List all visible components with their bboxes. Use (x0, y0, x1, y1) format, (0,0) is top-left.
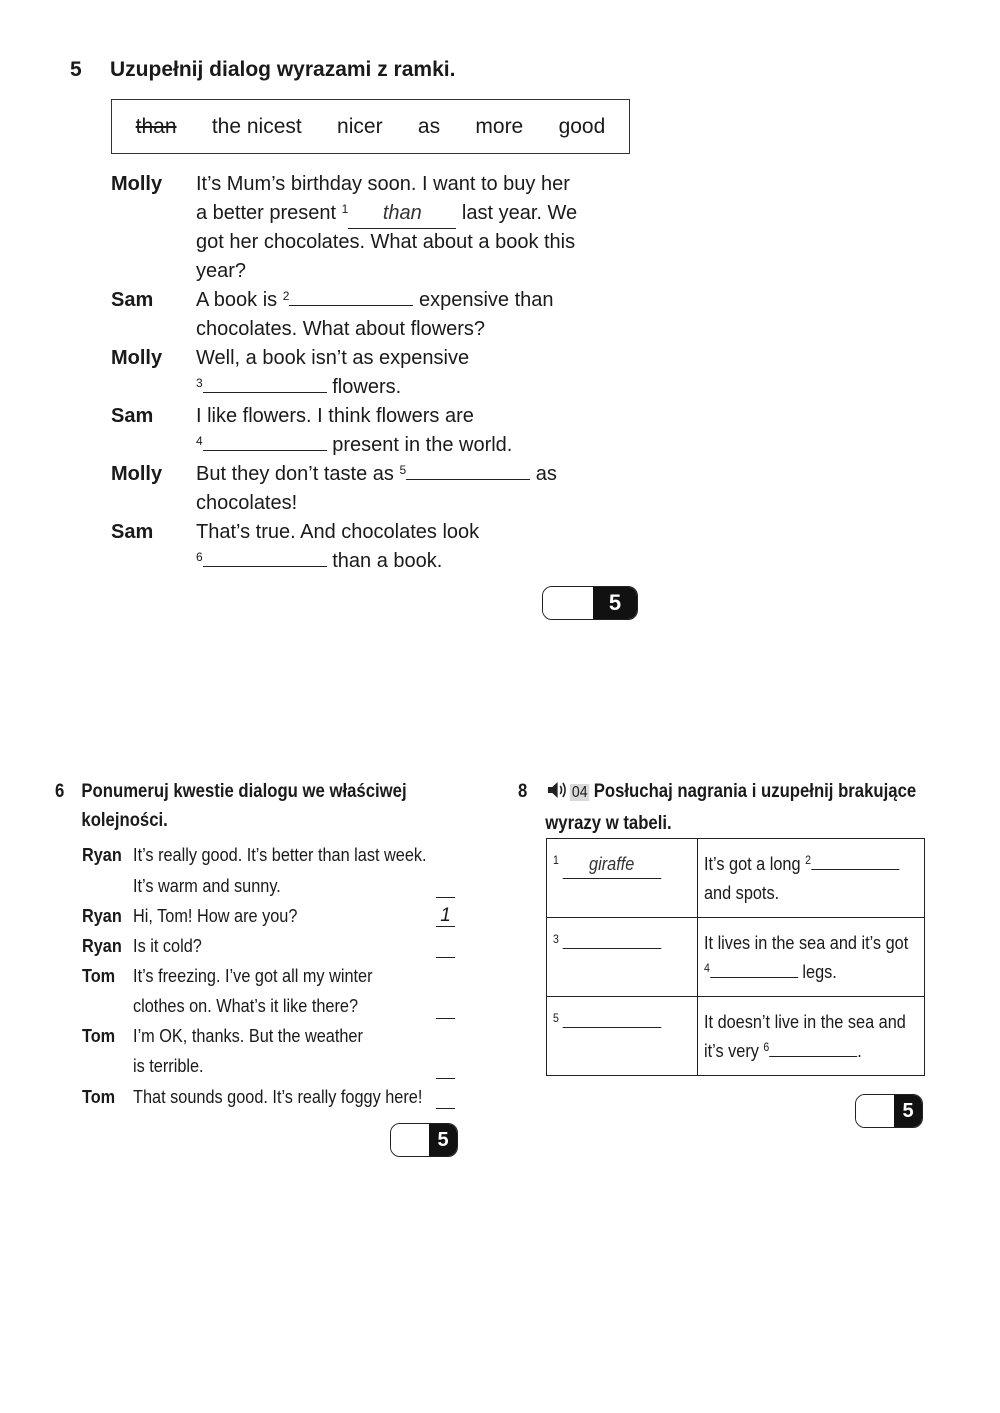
dialogue-line: year? (196, 260, 247, 282)
table-cell (698, 839, 925, 918)
cell-text: it’s very (704, 1040, 759, 1061)
gap-2-field[interactable] (289, 287, 413, 306)
animals-table (546, 838, 925, 1076)
score-max: 5 (894, 1095, 922, 1127)
cell-content (553, 928, 661, 957)
exercise-number: 5 (70, 58, 82, 81)
dialogue-text: That sounds good. It’s really foggy here! (133, 1086, 423, 1107)
gap-number: 2 (805, 853, 811, 867)
dialogue-line (82, 931, 202, 961)
gap-3-field[interactable] (203, 374, 327, 393)
gap-number: 6 (763, 1040, 770, 1054)
speaker-name: Ryan (82, 935, 122, 956)
order-answer-field[interactable] (436, 998, 455, 1019)
dialogue-text: present in the world. (332, 434, 513, 456)
order-answer-field[interactable] (436, 1088, 455, 1109)
cell-text: . (857, 1040, 862, 1061)
order-answer-field[interactable]: 1 (436, 906, 455, 927)
speaker-name: Molly (111, 463, 163, 485)
dialogue-text: But they don’t taste as (196, 463, 394, 485)
dialogue-line: Well, a book isn’t as expensive (196, 347, 470, 369)
dialogue-text: than a book. (332, 550, 443, 572)
exercise-8-title (518, 777, 932, 838)
dialogue-text: is terrible. (133, 1055, 204, 1076)
answer-field[interactable] (769, 1040, 857, 1057)
dialogue-text: It’s really good. It’s better than last week. (133, 844, 427, 865)
speaker-name: Sam (111, 405, 154, 427)
speaker-name: Ryan (82, 905, 122, 926)
speaker-name: Sam (111, 521, 154, 543)
exercise-5-title (70, 58, 455, 82)
exercise-6-title (55, 777, 416, 835)
gap-number: 4 (196, 434, 203, 448)
dialogue-line: got her chocolates. What about a book this (196, 231, 576, 253)
word-box-item: than (135, 114, 177, 138)
order-answer-field[interactable] (436, 1058, 455, 1079)
exercise-instruction: kolejności. (81, 810, 168, 831)
dialogue-line (196, 286, 554, 315)
speaker-name: Ryan (82, 844, 122, 865)
dialogue-line (196, 431, 512, 460)
dialogue-text: a better present (196, 202, 337, 224)
gap-number: 5 (399, 463, 407, 477)
score-box (390, 1123, 458, 1157)
exercise-number: 8 (518, 781, 528, 802)
dialogue-text: It’s warm and sunny. (133, 875, 281, 896)
dialogue-text: expensive than (418, 289, 554, 311)
gap-number: 6 (196, 550, 203, 564)
cell-text: It’s got a long (704, 853, 801, 874)
exercise-instruction: Ponumeruj kwestie dialogu we właściwej (81, 781, 407, 802)
speaker-name: Molly (111, 347, 163, 369)
score-field[interactable] (391, 1124, 429, 1156)
dialogue-line (82, 1021, 363, 1051)
dialogue-line (82, 961, 373, 991)
speaker-name: Sam (111, 289, 154, 311)
gap-4-field[interactable] (203, 432, 327, 451)
score-max: 5 (429, 1124, 457, 1156)
table-cell (547, 839, 698, 918)
speaker-name: Tom (82, 1025, 116, 1046)
table-cell (698, 997, 925, 1076)
dialogue-line (82, 1082, 422, 1112)
dialogue-line: That’s true. And chocolates look (196, 521, 480, 543)
word-box-item: as (417, 114, 441, 138)
cell-text: It lives in the sea and it’s got (704, 932, 909, 953)
dialogue-line (196, 373, 401, 402)
table-row (547, 997, 925, 1076)
dialogue-text: It’s freezing. I’ve got all my winter (133, 965, 373, 986)
score-max: 5 (593, 587, 637, 619)
answer-field[interactable] (562, 849, 661, 879)
dialogue-text: A book is (196, 289, 278, 311)
cell-content (553, 849, 661, 879)
order-answer-field[interactable] (436, 937, 455, 958)
gap-number: 4 (704, 961, 710, 975)
answer-field[interactable] (562, 1011, 661, 1028)
score-box (542, 586, 638, 620)
gap-1-field[interactable] (348, 199, 456, 229)
dialogue-text: last year. We (461, 202, 578, 224)
dialogue-line (82, 840, 427, 870)
word-box-item: nicer (337, 114, 383, 138)
dialogue-line: chocolates! (196, 492, 298, 514)
score-field[interactable] (543, 587, 593, 619)
gap-number: 3 (196, 376, 203, 390)
score-box (855, 1094, 923, 1128)
dialogue-line (196, 460, 557, 489)
table-row (547, 918, 925, 997)
exercise-instruction: wyrazy w tabeli. (545, 813, 672, 834)
word-box-item: more (475, 114, 524, 138)
track-number: 04 (571, 784, 588, 801)
speaker-name: Molly (111, 173, 163, 195)
example-answer: than (382, 202, 422, 224)
dialogue-text: clothes on. What’s it like there? (133, 995, 359, 1016)
gap-number: 1 (553, 853, 559, 867)
dialogue-text: Hi, Tom! How are you? (133, 905, 298, 926)
dialogue-line: chocolates. What about flowers? (196, 318, 486, 340)
cell-content (704, 1007, 906, 1065)
gap-6-field[interactable] (203, 548, 327, 567)
word-box-item: the nicest (211, 114, 302, 138)
cell-text: It doesn’t live in the sea and (704, 1011, 906, 1032)
word-box (111, 99, 630, 154)
speaker-name: Tom (82, 965, 116, 986)
gap-number: 2 (282, 289, 290, 303)
speaker-icon[interactable] (547, 780, 570, 809)
example-answer: giraffe (589, 853, 635, 874)
dialogue-text: I’m OK, thanks. But the weather (133, 1025, 363, 1046)
dialogue-text: flowers. (332, 376, 402, 398)
exercise-instruction: Posłuchaj nagrania i uzupełnij brakujące (593, 781, 917, 802)
table-cell (547, 997, 698, 1076)
answer-field[interactable] (710, 961, 798, 978)
gap-number: 1 (341, 202, 349, 216)
order-answer-field[interactable] (436, 877, 455, 898)
cell-text: and spots. (704, 882, 780, 903)
cell-content (553, 1007, 661, 1036)
cell-content (704, 849, 899, 907)
dialogue-line: It’s Mum’s birthday soon. I want to buy her (196, 173, 570, 195)
table-cell (698, 918, 925, 997)
table-row (547, 839, 925, 918)
score-field[interactable] (856, 1095, 894, 1127)
gap-number: 5 (553, 1011, 559, 1025)
speaker-name: Tom (82, 1086, 116, 1107)
exercise-number: 6 (55, 781, 65, 802)
exercise-instruction: Uzupełnij dialog wyrazami z ramki. (110, 58, 456, 81)
answer-field[interactable] (562, 932, 661, 949)
dialogue-line (196, 199, 577, 229)
dialogue-text: as (535, 463, 557, 485)
dialogue-text: Is it cold? (133, 935, 202, 956)
cell-content (704, 928, 908, 986)
cell-text: legs. (802, 961, 837, 982)
word-box-item: good (558, 114, 606, 138)
gap-5-field[interactable] (406, 461, 530, 480)
dialogue-line (196, 547, 442, 576)
table-cell (547, 918, 698, 997)
dialogue-line: I like flowers. I think flowers are (196, 405, 474, 427)
dialogue-line (82, 901, 297, 931)
answer-field[interactable] (811, 853, 899, 870)
gap-number: 3 (553, 932, 559, 946)
